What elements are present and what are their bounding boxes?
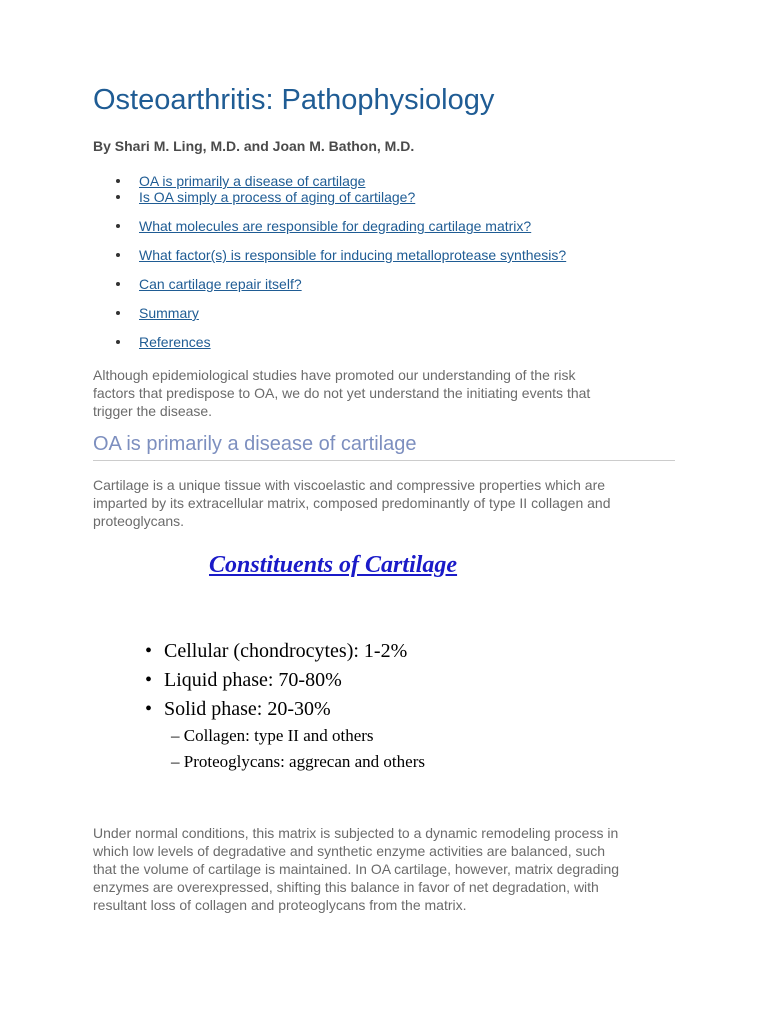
figure-subitem-text: Collagen: type II and others bbox=[183, 726, 374, 745]
bullet-icon bbox=[116, 195, 120, 199]
toc-link-metalloprotease-factors[interactable]: What factor(s) is responsible for inducing metalloprotease synthesis? bbox=[139, 247, 567, 263]
bullet-icon bbox=[116, 179, 120, 183]
table-of-contents bbox=[93, 0, 693, 360]
text-line: imparted by its extracellular matrix, composed predominantly of type II collagen and bbox=[93, 495, 611, 511]
figure-subitem bbox=[171, 726, 374, 746]
text-line: Under normal conditions, this matrix is subjected to a dynamic remodeling process in bbox=[93, 825, 619, 841]
figure-bullet-item bbox=[145, 640, 407, 663]
bullet-icon: • bbox=[145, 669, 153, 691]
figure-subitem bbox=[171, 752, 425, 772]
page-title: Osteoarthritis: Pathophysiology bbox=[93, 84, 495, 116]
figure-item-text: Cellular (chondrocytes): 1-2% bbox=[164, 640, 408, 662]
text-line: Cartilage is a unique tissue with viscoelastic and compressive properties which are bbox=[93, 477, 606, 493]
bullet-icon bbox=[116, 224, 120, 228]
toc-link-summary[interactable]: Summary bbox=[139, 305, 199, 321]
text-line: that the volume of cartilage is maintained. In OA cartilage, however, matrix degrading bbox=[93, 861, 620, 877]
bullet-icon: • bbox=[145, 640, 153, 662]
figure-item-text: Solid phase: 20-30% bbox=[164, 698, 331, 720]
author-byline: By Shari M. Ling, M.D. and Joan M. Bathon, M.D. bbox=[93, 138, 415, 154]
dash-icon: – bbox=[171, 752, 180, 771]
text-line: factors that predispose to OA, we do not yet understand the initiating events that bbox=[93, 385, 591, 401]
toc-link-oa-disease-of-cartilage[interactable]: OA is primarily a disease of cartilage bbox=[139, 173, 366, 189]
text-line: resultant loss of collagen and proteoglycans from the matrix. bbox=[93, 897, 467, 913]
bullet-icon bbox=[116, 311, 120, 315]
figure-bullet-item bbox=[145, 669, 342, 692]
text-line: proteoglycans. bbox=[93, 513, 185, 529]
dash-icon: – bbox=[171, 726, 180, 745]
figure-subitem-text: Proteoglycans: aggrecan and others bbox=[183, 752, 425, 771]
text-line: Although epidemiological studies have promoted our understanding of the risk bbox=[93, 367, 576, 383]
intro-paragraph bbox=[93, 366, 683, 420]
figure-title: Constituents of Cartilage bbox=[209, 552, 458, 578]
cartilage-paragraph bbox=[93, 476, 683, 530]
section-heading: OA is primarily a disease of cartilage bbox=[93, 433, 675, 461]
bullet-icon bbox=[116, 253, 120, 257]
bullet-icon bbox=[116, 340, 120, 344]
toc-link-oa-aging[interactable]: Is OA simply a process of aging of cartilage? bbox=[139, 189, 416, 205]
figure-item-text: Liquid phase: 70-80% bbox=[164, 669, 342, 691]
toc-link-cartilage-repair[interactable]: Can cartilage repair itself? bbox=[139, 276, 302, 292]
toc-link-degrading-molecules[interactable]: What molecules are responsible for degrading cartilage matrix? bbox=[139, 218, 532, 234]
text-line: which low levels of degradative and synthetic enzyme activities are balanced, such bbox=[93, 843, 606, 859]
cartilage-constituents-figure bbox=[93, 540, 683, 800]
toc-link-references[interactable]: References bbox=[139, 334, 211, 350]
bullet-icon bbox=[116, 282, 120, 286]
bullet-icon: • bbox=[145, 698, 153, 720]
remodeling-paragraph bbox=[93, 824, 683, 914]
text-line: enzymes are overexpressed, shifting this balance in favor of net degradation, with bbox=[93, 879, 599, 895]
text-line: trigger the disease. bbox=[93, 403, 213, 419]
figure-bullet-item bbox=[145, 698, 331, 721]
